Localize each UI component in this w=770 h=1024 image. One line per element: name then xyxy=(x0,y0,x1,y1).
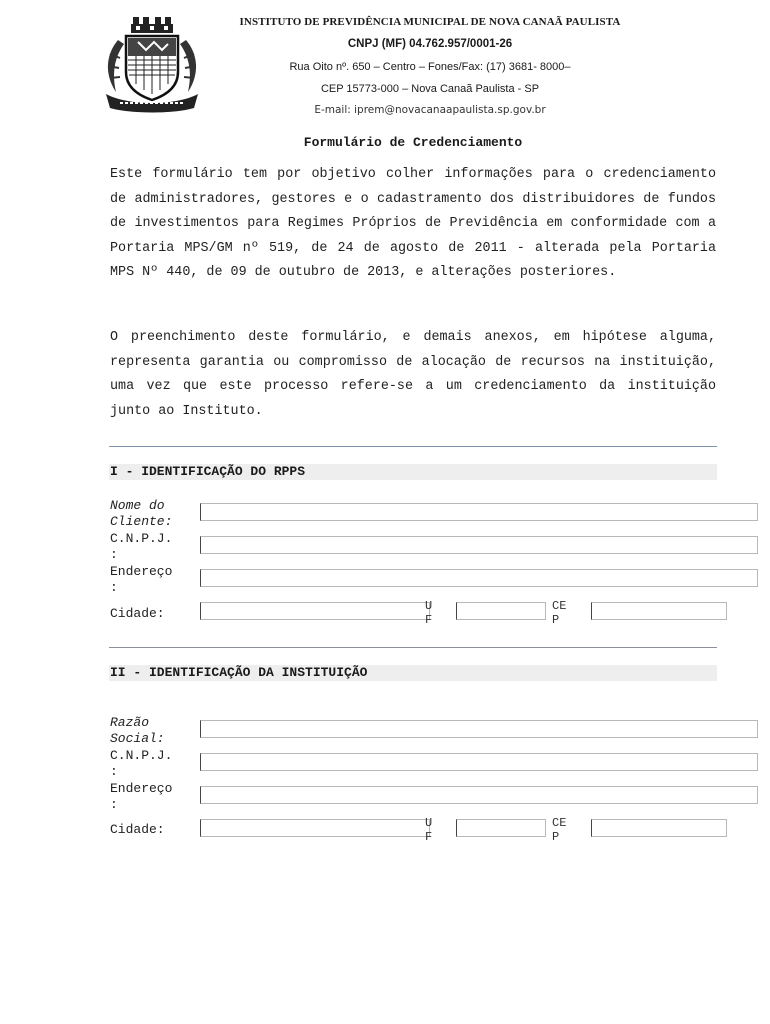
institution-city-field[interactable] xyxy=(200,819,430,837)
institution-city-label: Cidade: xyxy=(110,822,165,837)
institution-cep: CEP 15773-000 – Nova Canaã Paulista - SP xyxy=(320,83,540,95)
rpps-cep-field[interactable] xyxy=(591,602,727,620)
rpps-cnpj-label: C.N.P.J. : xyxy=(110,531,173,562)
rpps-address-label: Endereço : xyxy=(110,564,173,595)
institution-address-label: Endereço : xyxy=(110,781,173,812)
institution-address: Rua Oito nº. 650 – Centro – Fones/Fax: (17) 3681- 8000– xyxy=(289,61,571,73)
institution-name: INSTITUTO DE PREVIDÊNCIA MUNICIPAL DE NOVA CANAÃ PAULISTA xyxy=(239,16,621,28)
rpps-city-field[interactable] xyxy=(200,602,430,620)
institution-address-field[interactable] xyxy=(200,786,758,804)
coat-of-arms-icon xyxy=(98,14,206,114)
form-title: Formulário de Credenciamento xyxy=(303,135,523,150)
rpps-cnpj-field[interactable] xyxy=(200,536,758,554)
divider xyxy=(109,647,717,648)
rpps-city-label: Cidade: xyxy=(110,606,165,621)
corporate-name-field[interactable] xyxy=(200,720,758,738)
section-heading-institution: II - IDENTIFICAÇÃO DA INSTITUIÇÃO xyxy=(109,665,717,681)
section-heading-rpps: I - IDENTIFICAÇÃO DO RPPS xyxy=(109,464,717,480)
disclaimer-paragraph: O preenchimento deste formulário, e demais anexos, em hipótese alguma, representa garantia ou compromisso de alocação de recursos na instituição, uma vez que este processo refere-se a um credenciamento da instituição junto ao Instituto. xyxy=(110,330,716,419)
rpps-uf-field[interactable] xyxy=(456,602,546,620)
institution-cep-field[interactable] xyxy=(591,819,727,837)
intro-paragraph: Este formulário tem por objetivo colher informações para o credenciamento de administradores, gestores e o cadastramento dos distribuidores de fundos de investimentos para Regimes Próprios de Previdência em conformidade com a Portaria MPS/GM nº 519, de 24 de agosto de 2011 - alterada pela Portaria MPS Nº 440, de 09 de outubro de 2013, e alterações posteriores. xyxy=(110,167,716,281)
corporate-name-label: Razão Social: xyxy=(110,715,165,746)
institution-cnpj-label: C.N.P.J. : xyxy=(110,748,173,779)
institution-uf-field[interactable] xyxy=(456,819,546,837)
institution-email: E-mail: iprem@novacanaapaulista.sp.gov.br xyxy=(314,104,546,116)
institution-cnpj: CNPJ (MF) 04.762.957/0001-26 xyxy=(347,38,513,50)
institution-cep-label: CE P xyxy=(552,816,567,844)
institution-cnpj-field[interactable] xyxy=(200,753,758,771)
client-name-field[interactable] xyxy=(200,503,758,521)
institution-uf-label: U F xyxy=(425,816,433,844)
client-name-label: Nome do Cliente: xyxy=(110,498,173,529)
rpps-address-field[interactable] xyxy=(200,569,758,587)
divider xyxy=(109,446,717,447)
rpps-uf-label: U F xyxy=(425,599,433,627)
rpps-cep-label: CE P xyxy=(552,599,567,627)
